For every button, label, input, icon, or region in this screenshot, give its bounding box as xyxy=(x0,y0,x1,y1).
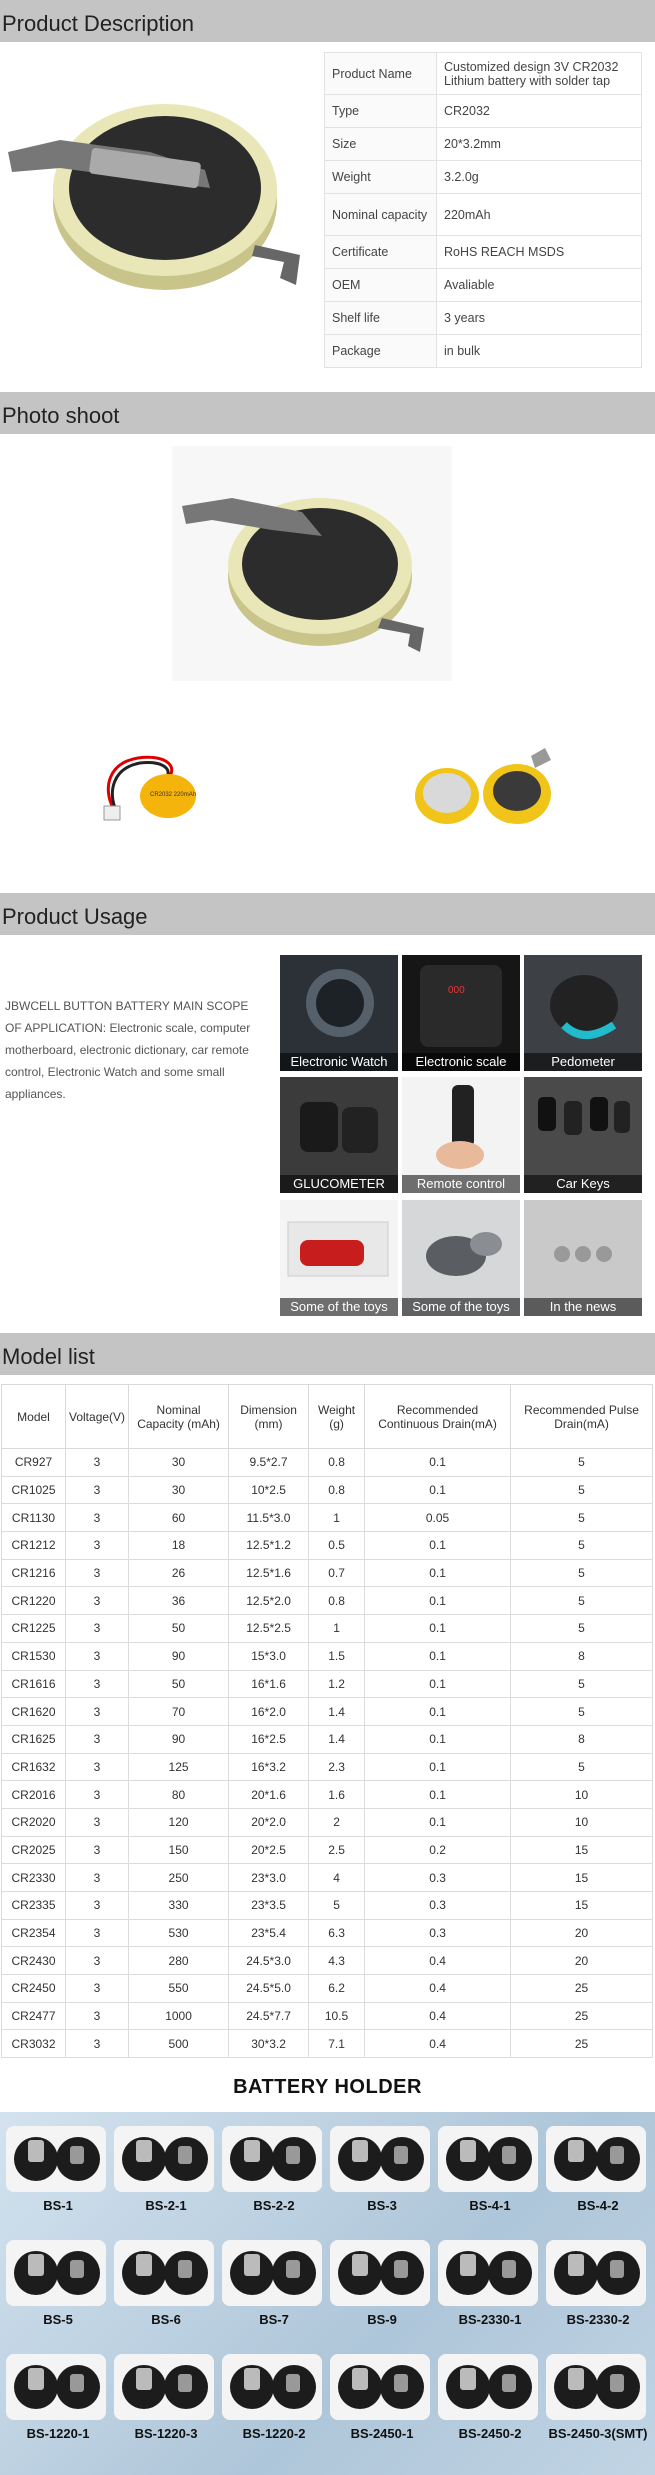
table-cell: CR1130 xyxy=(2,1504,66,1532)
table-row xyxy=(2,1725,653,1753)
table-cell: 23*3.5 xyxy=(229,1892,309,1920)
table-cell: 30*3.2 xyxy=(229,2030,309,2058)
table-cell: CR2025 xyxy=(2,1836,66,1864)
table-cell: 1.5 xyxy=(309,1642,365,1670)
table-cell: 0.1 xyxy=(365,1587,511,1615)
battery-holder-image xyxy=(114,2240,214,2306)
spec-value: 3 years xyxy=(437,302,642,335)
spec-value: in bulk xyxy=(437,335,642,368)
battery-holder-image xyxy=(222,2354,322,2420)
spec-row xyxy=(325,335,642,368)
table-cell: 0.1 xyxy=(365,1698,511,1726)
spec-value: RoHS REACH MSDS xyxy=(437,236,642,269)
spec-key: Nominal capacity xyxy=(325,194,437,236)
table-cell: 36 xyxy=(129,1587,229,1615)
table-row xyxy=(2,1449,653,1477)
table-cell: 11.5*3.0 xyxy=(229,1504,309,1532)
battery-holder-label: BS-1220-3 xyxy=(134,2426,198,2441)
table-cell: 1.4 xyxy=(309,1698,365,1726)
table-cell: 500 xyxy=(129,2030,229,2058)
table-cell: CR1025 xyxy=(2,1476,66,1504)
table-row xyxy=(2,1670,653,1698)
table-cell: CR2430 xyxy=(2,1947,66,1975)
battery-holder-image xyxy=(114,2354,214,2420)
table-cell: 16*2.5 xyxy=(229,1725,309,1753)
battery-holder-image xyxy=(6,2354,106,2420)
table-cell: 0.1 xyxy=(365,1449,511,1477)
table-cell: 0.3 xyxy=(365,1919,511,1947)
table-row xyxy=(2,1919,653,1947)
table-cell: CR2450 xyxy=(2,1975,66,2003)
table-cell: 3 xyxy=(66,1559,129,1587)
table-cell: 15*3.0 xyxy=(229,1642,309,1670)
table-cell: 30 xyxy=(129,1476,229,1504)
table-cell: CR1632 xyxy=(2,1753,66,1781)
table-cell: 10 xyxy=(511,1808,653,1836)
table-cell: 0.1 xyxy=(365,1725,511,1753)
section-header-usage: Product Usage xyxy=(0,893,655,935)
table-cell: 3 xyxy=(66,2030,129,2058)
spec-key: Package xyxy=(325,335,437,368)
battery-holder-item xyxy=(222,2126,326,2213)
table-cell: 25 xyxy=(511,2002,653,2030)
table-cell: 3 xyxy=(66,1975,129,2003)
battery-holder-item xyxy=(438,2240,542,2327)
table-cell: 3 xyxy=(66,1808,129,1836)
table-cell: 10.5 xyxy=(309,2002,365,2030)
spec-value: 220mAh xyxy=(437,194,642,236)
header-pulse-drain: Recommended Pulse Drain(mA) xyxy=(511,1385,653,1449)
battery-holder-item xyxy=(330,2126,434,2213)
spec-row xyxy=(325,236,642,269)
table-cell: 0.1 xyxy=(365,1476,511,1504)
table-cell: CR2330 xyxy=(2,1864,66,1892)
spec-row xyxy=(325,302,642,335)
table-cell: 5 xyxy=(511,1670,653,1698)
table-cell: 5 xyxy=(511,1559,653,1587)
table-cell: CR1216 xyxy=(2,1559,66,1587)
table-cell: 24.5*5.0 xyxy=(229,1975,309,2003)
header-continuous-drain: Recommended Continuous Drain(mA) xyxy=(365,1385,511,1449)
table-cell: 20*2.0 xyxy=(229,1808,309,1836)
table-cell: 5 xyxy=(511,1504,653,1532)
battery-holder-label: BS-2450-2 xyxy=(458,2426,522,2441)
spec-key: Product Name xyxy=(325,53,437,95)
table-cell: 5 xyxy=(511,1698,653,1726)
table-row xyxy=(2,1698,653,1726)
table-cell: 4.3 xyxy=(309,1947,365,1975)
battery-holder-item xyxy=(222,2354,326,2441)
table-cell: CR2335 xyxy=(2,1892,66,1920)
table-cell: CR2354 xyxy=(2,1919,66,1947)
table-cell: 0.7 xyxy=(309,1559,365,1587)
table-cell: 3 xyxy=(66,1836,129,1864)
spec-row xyxy=(325,53,642,95)
table-cell: 3 xyxy=(66,1864,129,1892)
table-cell: 2 xyxy=(309,1808,365,1836)
table-cell: 0.2 xyxy=(365,1836,511,1864)
section-header-photo: Photo shoot xyxy=(0,392,655,434)
table-cell: 1 xyxy=(309,1504,365,1532)
battery-holder-item xyxy=(6,2354,110,2441)
usage-description: JBWCELL BUTTON BATTERY MAIN SCOPE OF APPLICATION: Electronic scale, computer motherboard, electronic dictionary, car remote control, Electronic Watch and some small appliances. xyxy=(5,999,251,1101)
table-cell: 16*2.0 xyxy=(229,1698,309,1726)
battery-holder-image xyxy=(6,2126,106,2192)
spec-value: Customized design 3V CR2032 Lithium battery with solder tap xyxy=(437,53,642,95)
product-image xyxy=(0,60,320,310)
table-cell: 3 xyxy=(66,1504,129,1532)
table-cell: CR1620 xyxy=(2,1698,66,1726)
battery-holder-item xyxy=(546,2126,650,2213)
battery-holder-image xyxy=(222,2240,322,2306)
table-cell: CR1530 xyxy=(2,1642,66,1670)
table-cell: 250 xyxy=(129,1864,229,1892)
table-cell: 6.2 xyxy=(309,1975,365,2003)
table-cell: 5 xyxy=(511,1532,653,1560)
table-cell: 3 xyxy=(66,1449,129,1477)
table-cell: 18 xyxy=(129,1532,229,1560)
table-cell: 0.1 xyxy=(365,1753,511,1781)
table-cell: 2.3 xyxy=(309,1753,365,1781)
table-cell: 120 xyxy=(129,1808,229,1836)
table-cell: 5 xyxy=(511,1587,653,1615)
table-cell: 20 xyxy=(511,1919,653,1947)
table-cell: 30 xyxy=(129,1449,229,1477)
spec-row xyxy=(325,128,642,161)
table-cell: 25 xyxy=(511,1975,653,2003)
spec-key: Certificate xyxy=(325,236,437,269)
table-cell: 0.1 xyxy=(365,1559,511,1587)
spec-key: Size xyxy=(325,128,437,161)
table-cell: 5 xyxy=(309,1892,365,1920)
table-cell: 23*5.4 xyxy=(229,1919,309,1947)
battery-holder-label: BS-2330-1 xyxy=(458,2312,522,2327)
table-cell: 3 xyxy=(66,1725,129,1753)
table-cell: 12.5*1.2 xyxy=(229,1532,309,1560)
usage-tile-remote-control: Remote control xyxy=(402,1077,520,1193)
table-row xyxy=(2,1476,653,1504)
usage-tile-toys: Some of the toys xyxy=(280,1200,398,1316)
battery-holder-image xyxy=(546,2126,646,2192)
photo-main-image xyxy=(172,446,452,681)
table-cell: 70 xyxy=(129,1698,229,1726)
table-row xyxy=(2,1836,653,1864)
spec-row xyxy=(325,269,642,302)
table-cell: 3 xyxy=(66,1476,129,1504)
table-cell: 1.6 xyxy=(309,1781,365,1809)
table-cell: 60 xyxy=(129,1504,229,1532)
table-cell: 16*1.6 xyxy=(229,1670,309,1698)
table-cell: 90 xyxy=(129,1725,229,1753)
table-cell: 0.4 xyxy=(365,1947,511,1975)
battery-text: CR2032 220mAh xyxy=(150,792,197,798)
table-cell: 26 xyxy=(129,1559,229,1587)
spec-table xyxy=(324,52,642,368)
spec-value: 3.2.0g xyxy=(437,161,642,194)
spec-row xyxy=(325,161,642,194)
table-cell: 3 xyxy=(66,1587,129,1615)
table-cell: CR2477 xyxy=(2,2002,66,2030)
table-row xyxy=(2,1587,653,1615)
battery-holder-label: BS-7 xyxy=(259,2312,289,2327)
battery-holder-image xyxy=(222,2126,322,2192)
battery-holder-label: BS-2330-2 xyxy=(566,2312,630,2327)
table-row xyxy=(2,1864,653,1892)
battery-holder-label: BS-1220-2 xyxy=(242,2426,306,2441)
battery-holder-item xyxy=(114,2240,218,2327)
battery-holder-label: BS-1 xyxy=(43,2198,73,2213)
table-cell: 5 xyxy=(511,1449,653,1477)
table-cell: 0.3 xyxy=(365,1864,511,1892)
table-cell: 24.5*7.7 xyxy=(229,2002,309,2030)
table-cell: 8 xyxy=(511,1725,653,1753)
battery-holder-item xyxy=(438,2126,542,2213)
header-capacity: Nominal Capacity (mAh) xyxy=(129,1385,229,1449)
table-cell: 0.1 xyxy=(365,1642,511,1670)
battery-holder-image xyxy=(114,2126,214,2192)
table-cell: 8 xyxy=(511,1642,653,1670)
battery-holder-item xyxy=(222,2240,326,2327)
table-row xyxy=(2,1615,653,1643)
table-cell: 25 xyxy=(511,2030,653,2058)
battery-holder-label: BS-3 xyxy=(367,2198,397,2213)
table-cell: 1.4 xyxy=(309,1725,365,1753)
table-cell: 1 xyxy=(309,1615,365,1643)
battery-holder-image xyxy=(438,2126,538,2192)
table-cell: 12.5*1.6 xyxy=(229,1559,309,1587)
table-cell: 330 xyxy=(129,1892,229,1920)
header-dimension: Dimension (mm) xyxy=(229,1385,309,1449)
table-cell: 10*2.5 xyxy=(229,1476,309,1504)
table-cell: 0.05 xyxy=(365,1504,511,1532)
table-cell: 3 xyxy=(66,1532,129,1560)
table-cell: 0.5 xyxy=(309,1532,365,1560)
table-cell: 7.1 xyxy=(309,2030,365,2058)
table-cell: 23*3.0 xyxy=(229,1864,309,1892)
table-cell: 3 xyxy=(66,1753,129,1781)
table-cell: 0.4 xyxy=(365,2002,511,2030)
battery-holder-label: BS-2450-1 xyxy=(350,2426,414,2441)
spec-key: Shelf life xyxy=(325,302,437,335)
table-cell: CR1616 xyxy=(2,1670,66,1698)
usage-tile-electronic-watch: Electronic Watch xyxy=(280,955,398,1071)
battery-with-wire-image xyxy=(98,748,208,833)
spec-key: Type xyxy=(325,95,437,128)
table-cell: 3 xyxy=(66,1615,129,1643)
usage-tile-toys-mouse: Some of the toys xyxy=(402,1200,520,1316)
table-cell: 3 xyxy=(66,1698,129,1726)
table-cell: 5 xyxy=(511,1753,653,1781)
spec-value: Avaliable xyxy=(437,269,642,302)
table-cell: 15 xyxy=(511,1836,653,1864)
spec-row xyxy=(325,194,642,236)
battery-holder-panel xyxy=(0,2112,655,2475)
table-cell: 0.8 xyxy=(309,1476,365,1504)
table-cell: CR3032 xyxy=(2,2030,66,2058)
table-cell: 5 xyxy=(511,1615,653,1643)
table-cell: 1000 xyxy=(129,2002,229,2030)
spec-value: 20*3.2mm xyxy=(437,128,642,161)
table-cell: 0.1 xyxy=(365,1808,511,1836)
table-cell: 0.1 xyxy=(365,1615,511,1643)
table-cell: 150 xyxy=(129,1836,229,1864)
section-header-description: Product Description xyxy=(0,0,655,42)
battery-holder-label: BS-5 xyxy=(43,2312,73,2327)
usage-tile-in-the-news: In the news xyxy=(524,1200,642,1316)
table-cell: 12.5*2.5 xyxy=(229,1615,309,1643)
table-cell: 15 xyxy=(511,1864,653,1892)
battery-holder-image xyxy=(438,2354,538,2420)
battery-holder-item xyxy=(6,2126,110,2213)
table-cell: CR1625 xyxy=(2,1725,66,1753)
table-row xyxy=(2,1532,653,1560)
svg-text:000: 000 xyxy=(448,985,465,996)
table-cell: 12.5*2.0 xyxy=(229,1587,309,1615)
battery-holder-label: BS-4-1 xyxy=(469,2198,511,2213)
table-row xyxy=(2,2030,653,2058)
table-cell: 3 xyxy=(66,1670,129,1698)
table-row xyxy=(2,1753,653,1781)
table-cell: 0.8 xyxy=(309,1449,365,1477)
battery-holder-image xyxy=(330,2126,430,2192)
table-cell: 0.4 xyxy=(365,2030,511,2058)
table-cell: 3 xyxy=(66,1642,129,1670)
table-cell: 0.1 xyxy=(365,1670,511,1698)
table-cell: 5 xyxy=(511,1476,653,1504)
battery-holder-image xyxy=(546,2354,646,2420)
battery-holder-image xyxy=(438,2240,538,2306)
battery-holder-label: BS-2450-3(SMT) xyxy=(548,2426,648,2441)
battery-holder-label: BS-2-2 xyxy=(253,2198,295,2213)
table-cell: 90 xyxy=(129,1642,229,1670)
table-cell: 10 xyxy=(511,1781,653,1809)
battery-holder-label: BS-1220-1 xyxy=(26,2426,90,2441)
table-cell: CR927 xyxy=(2,1449,66,1477)
table-cell: 3 xyxy=(66,2002,129,2030)
table-cell: 50 xyxy=(129,1670,229,1698)
battery-holder-label: BS-2-1 xyxy=(145,2198,187,2213)
table-cell: 50 xyxy=(129,1615,229,1643)
battery-holder-label: BS-9 xyxy=(367,2312,397,2327)
table-cell: 0.3 xyxy=(365,1892,511,1920)
table-cell: CR1212 xyxy=(2,1532,66,1560)
table-row xyxy=(2,1975,653,2003)
table-row xyxy=(2,1504,653,1532)
table-cell: 15 xyxy=(511,1892,653,1920)
table-cell: 3 xyxy=(66,1892,129,1920)
table-cell: 9.5*2.7 xyxy=(229,1449,309,1477)
battery-holder-label: BS-4-2 xyxy=(577,2198,619,2213)
battery-holder-title: BATTERY HOLDER xyxy=(233,2076,422,2098)
table-cell: 1.2 xyxy=(309,1670,365,1698)
usage-tile-car-keys: Car Keys xyxy=(524,1077,642,1193)
table-cell: 24.5*3.0 xyxy=(229,1947,309,1975)
table-row xyxy=(2,1642,653,1670)
table-cell: CR1225 xyxy=(2,1615,66,1643)
table-cell: 550 xyxy=(129,1975,229,2003)
battery-holder-item xyxy=(546,2240,650,2327)
battery-holder-item xyxy=(438,2354,542,2441)
spec-value: CR2032 xyxy=(437,95,642,128)
table-cell: 0.4 xyxy=(365,1975,511,2003)
table-cell: 6.3 xyxy=(309,1919,365,1947)
header-weight: Weight (g) xyxy=(309,1385,365,1449)
usage-tile-pedometer: Pedometer xyxy=(524,955,642,1071)
battery-holder-item xyxy=(114,2126,218,2213)
battery-holder-item xyxy=(114,2354,218,2441)
batteries-with-tabs-image xyxy=(405,738,565,838)
spec-key: Weight xyxy=(325,161,437,194)
table-cell: 125 xyxy=(129,1753,229,1781)
usage-tile-electronic-scale: 000 Electronic scale xyxy=(402,955,520,1071)
battery-holder-item xyxy=(330,2354,434,2441)
table-cell: CR2020 xyxy=(2,1808,66,1836)
table-cell: 80 xyxy=(129,1781,229,1809)
table-row xyxy=(2,1892,653,1920)
header-voltage: Voltage(V) xyxy=(66,1385,129,1449)
table-cell: CR1220 xyxy=(2,1587,66,1615)
battery-holder-label: BS-6 xyxy=(151,2312,181,2327)
table-cell: 280 xyxy=(129,1947,229,1975)
model-table xyxy=(1,1384,653,2058)
table-cell: 16*3.2 xyxy=(229,1753,309,1781)
table-row xyxy=(2,1781,653,1809)
table-cell: 530 xyxy=(129,1919,229,1947)
table-cell: 4 xyxy=(309,1864,365,1892)
table-row xyxy=(2,1947,653,1975)
section-header-models: Model list xyxy=(0,1333,655,1375)
table-cell: 20*2.5 xyxy=(229,1836,309,1864)
table-cell: 2.5 xyxy=(309,1836,365,1864)
spec-row xyxy=(325,95,642,128)
table-cell: 3 xyxy=(66,1919,129,1947)
table-cell: 0.1 xyxy=(365,1532,511,1560)
table-cell: 3 xyxy=(66,1947,129,1975)
battery-holder-item xyxy=(6,2240,110,2327)
table-row xyxy=(2,1559,653,1587)
table-cell: 3 xyxy=(66,1781,129,1809)
spec-key: OEM xyxy=(325,269,437,302)
table-cell: 20*1.6 xyxy=(229,1781,309,1809)
battery-holder-image xyxy=(330,2354,430,2420)
table-row xyxy=(2,1808,653,1836)
battery-holder-image xyxy=(6,2240,106,2306)
model-table-header-row xyxy=(2,1385,653,1449)
table-cell: 0.1 xyxy=(365,1781,511,1809)
table-cell: 20 xyxy=(511,1947,653,1975)
battery-holder-item xyxy=(546,2354,650,2441)
table-row xyxy=(2,2002,653,2030)
battery-holder-image xyxy=(546,2240,646,2306)
battery-holder-image xyxy=(330,2240,430,2306)
battery-holder-item xyxy=(330,2240,434,2327)
table-cell: CR2016 xyxy=(2,1781,66,1809)
header-model: Model xyxy=(2,1385,66,1449)
table-cell: 0.8 xyxy=(309,1587,365,1615)
usage-tile-glucometer: GLUCOMETER xyxy=(280,1077,398,1193)
